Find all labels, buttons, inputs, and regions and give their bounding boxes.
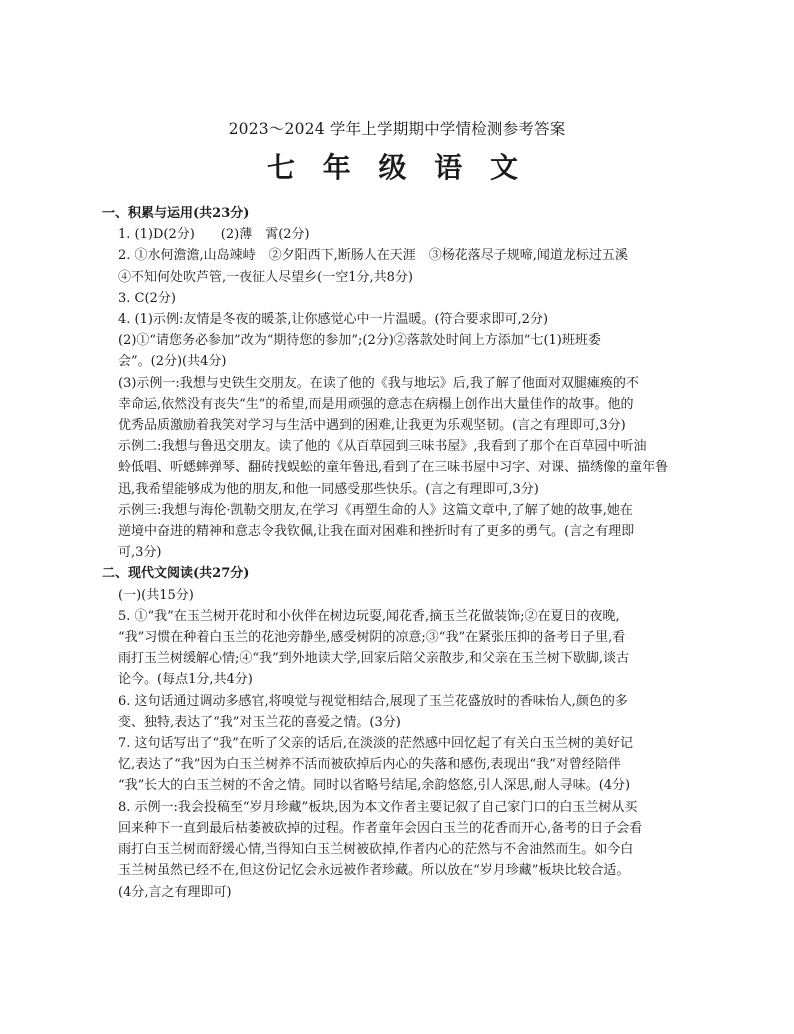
answer-line: 变、独特,表达了“我”对玉兰花的喜爱之情。(3分) [118,714,401,730]
answer-line: (一)(共15分) [118,587,194,603]
answer-line: 可,3分) [118,545,162,561]
subject-heading: 七 年 级 语 文 [267,151,527,184]
section-heading: 二、现代文阅读(共27分) [102,566,250,582]
answer-line: 回来种下一直到最后枯萎被砍掉的过程。作者童年会因白玉兰的花香而开心,备考的日子会看 [118,820,643,836]
answer-line: 论今。(每点1分,共4分) [118,672,253,688]
answer-line: (4分,言之有理即可) [118,884,232,900]
section-heading: 一、积累与运用(共23分) [102,206,250,221]
answer-line: 优秀品质激励着我笑对学习与生活中遇到的困难,让我更为乐观坚韧。(言之有理即可,3分) [118,418,626,434]
answer-line: 迅,我希望能够成为他的朋友,和他一同感受那些快乐。(言之有理即可,3分) [118,481,539,497]
answer-line: 忆,表达了“我”因为白玉兰树养不活而被砍掉后内心的失落和感伤,表现出“我”对曾经陪伴 [118,757,621,773]
answer-line: 雨打玉兰树缓解心情;④“我”到外地读大学,回家后陪父亲散步,和父亲在玉兰树下歇脚,谈古 [118,651,630,667]
answer-line: 幸命运,依然没有丧失“生”的希望,而是用顽强的意志在病榻上创作出大量佳作的故事。他的 [118,396,634,412]
answer-line: “我”长大的白玉兰树的不舍之情。同时以省略号结尾,余韵悠悠,引人深思,耐人寻味。(4分) [118,778,631,794]
answer-line: (2)①“请您务必参加”改为“期待您的参加”;(2分)②落款处时间上方添加“七(1)班班委 [118,333,601,349]
answer-line: “我”习惯在种着白玉兰的花池旁静坐,感受树阴的凉意;③“我”在紧张压抑的备考日子里,看 [118,630,626,646]
answer-line: 2. ①水何澹澹,山岛竦峙 ②夕阳西下,断肠人在天涯 ③杨花落尽子规啼,闻道龙标过五溪 [118,248,628,264]
answer-line: 8. 示例一:我会投稿至“岁月珍藏”板块,因为本文作者主要记叙了自己家门口的白玉兰树从买 [118,799,638,815]
answer-line: (3)示例一:我想与史铁生交朋友。在读了他的《我与地坛》后,我了解了他面对双腿瘫痪的不 [118,375,639,391]
answer-line: 示例二:我想与鲁迅交朋友。读了他的《从百草园到三味书屋》,我看到了那个在百草园中听油 [118,439,647,455]
answer-line: 雨打白玉兰树而舒缓心情,当得知白玉兰树被砍掉,作者内心的茫然与不舍油然而生。如今白 [118,842,634,858]
answer-line: 4. (1)示例:友情是冬夜的暖茶,让你感觉心中一片温暖。(符合要求即可,2分) [118,312,549,328]
answer-line: 7. 这句话写出了“我”在听了父亲的话后,在淡淡的茫然感中回忆起了有关白玉兰树的美好记 [118,736,633,752]
answer-line: 示例三:我想与海伦·凯勒交朋友,在学习《再塑生命的人》这篇文章中,了解了她的故事,她在 [118,502,633,518]
answer-line: 玉兰树虽然已经不在,但这份记忆会永远被作者珍藏。所以放在“岁月珍藏”板块比较合适。 [118,863,630,879]
answer-line: 3. C(2分) [118,290,176,306]
answer-line: 5. ①“我”在玉兰树开花时和小伙伴在树边玩耍,闻花香,摘玉兰花做装饰;②在夏日的夜晚, [118,608,620,624]
answer-line: ④不知何处吹芦管,一夜征人尽望乡(一空1分,共8分) [118,269,413,285]
answer-content [102,203,690,903]
answer-line: 1. (1)D(2分) (2)薄 霄(2分) [118,227,310,243]
answer-line: 蛉低唱、听蟋蟀弹琴、翻砖找蜈蚣的童年鲁迅,看到了在三味书屋中习字、对课、描绣像的童年鲁 [118,460,669,476]
answer-line: 6. 这句话通过调动多感官,将嗅觉与视觉相结合,展现了玉兰花盛放时的香味怡人,颜色的多 [118,693,628,709]
document-title: 2023～2024 学年上学期期中学情检测参考答案 [228,120,566,138]
answer-line: 会”。(2分)(共4分) [118,354,227,370]
answer-line: 逆境中奋进的精神和意志令我钦佩,让我在面对困难和挫折时有了更多的勇气。(言之有理即 [118,524,635,540]
